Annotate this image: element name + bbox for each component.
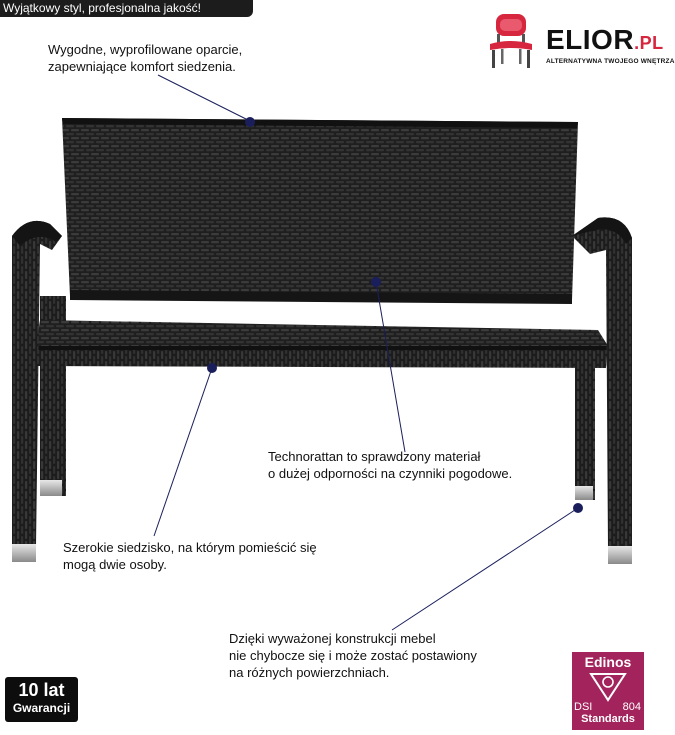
callout-material: Technorattan to sprawdzony materiał o dużej odporności na czynniki pogodowe. bbox=[268, 449, 513, 481]
edinos-code-right: 804 bbox=[622, 701, 641, 713]
edinos-label: Standards bbox=[581, 713, 635, 725]
edinos-emblem-icon bbox=[586, 670, 630, 704]
edinos-standards-badge bbox=[572, 652, 644, 730]
slogan-banner: Wyjątkowy styl, profesjonalna jakość! bbox=[0, 0, 253, 17]
warranty-years: 10 lat bbox=[18, 680, 65, 700]
edinos-brand: Edinos bbox=[584, 654, 632, 670]
callout-backrest: Wygodne, wyprofilowane oparcie, zapewniające komfort siedzenia. bbox=[48, 42, 243, 74]
callout-seat: Szerokie siedzisko, na którym pomieścić się mogą dwie osoby. bbox=[63, 540, 317, 572]
warranty-label: Gwarancji bbox=[12, 701, 71, 715]
front-leg-left bbox=[12, 340, 36, 562]
front-leg-right bbox=[608, 340, 632, 564]
callout-stability: Dzięki wyważonej konstrukcji mebel nie chybocze się i może zostać postawiony na różnych powierzchniach. bbox=[229, 631, 477, 680]
warranty-badge bbox=[5, 677, 78, 722]
edinos-code-left: DSI bbox=[574, 701, 593, 713]
seat bbox=[36, 320, 608, 368]
logo-wordmark: ELIOR.PL bbox=[546, 24, 664, 55]
backrest bbox=[62, 118, 578, 304]
logo-tagline: ALTERNATYWNA TWOJEGO WNĘTRZA bbox=[546, 58, 675, 65]
logo-tld: .PL bbox=[634, 33, 664, 53]
